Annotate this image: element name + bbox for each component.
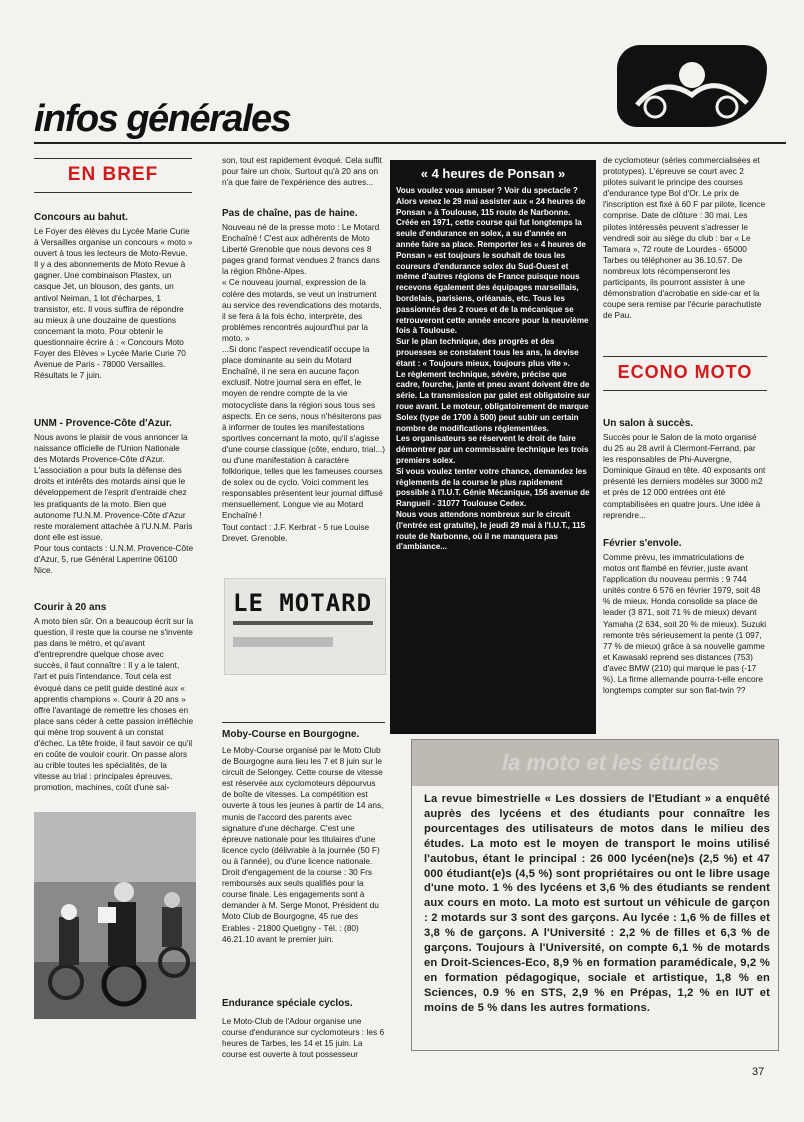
econo-title: ECONO MOTO: [617, 362, 753, 382]
chaine-body: [222, 222, 385, 544]
courir-body: A moto bien sûr. On a beaucoup écrit sur la question, il reste que la course ne s'invente pas dans le métro, et qu'avant d'entreprendre quelque chose avec succès, il faut connaître : Il y a le talent, l'art et puis l'intendance. Tout cela est évoqué dans ce petit guide destiné aux « apprentis champions ». Courir à 20 ans » offre l'avantage de remettre les choses en place sans céder à cette passion irréfléchie qui mène trop souvent à un constat d'échec. La tête froide, il faut savoir ce qu'il en coûte de vouloir courir. On passe alors au crible toutes les spécialités, de la vitesse au trial : principales épreuves, promotion, machines, coût d'une sai-: [34, 616, 194, 793]
en-bref-rule-top: [34, 158, 192, 159]
etudes-header: la moto et les études: [502, 750, 720, 775]
chaine-p2: « Ce nouveau journal, expression de la colère des motards, se veut un instrument au service des revendications des motards, il se fera à la fois écho, interprète, des problèmes rencontrés aujourd'hui par la moto. »: [222, 277, 382, 343]
title-underline: [34, 142, 786, 144]
etudes-body: La revue bimestrielle « Les dossiers de l'Etudiant » a enquêté auprès des lycéens et des étudiants pour connaître les pourcentages des utilisateurs de motos dans le milieu des études. La moto est le moyen de transport le moins utilisé l'autobus, étant le principal : 26 000 lycéen(ne)s (2,5 %) et 47 000 étudiant(e)s (4,5 %) sont propriétaires ou ont le libre usage d'une moto. 1 % des lycéens et 3,6 % des étudiants se rendent aux cours en moto. La moto est surtout un véhicule de garçon : 2 motards sur 3 sont des garçons. Au lycée : 1,6 % de filles et 3,8 % de garçons. A l'Université : 2,2 % de filles et 6,3 % de garçons. Toujours à l'Université, on compte 6,1 % de motards en Droit-Sciences-Eco, 8,9 % en formation paramédicale, 9,2 % en formation pédagogique, sociale et artistique, 1,8 % en Sciences, 0.9 % en STS, 2,9 % en Prépas, 1,2 % en IUT et moins de 5 % dans les autres formations.: [424, 793, 770, 1014]
en-bref-title: EN BREF: [67, 164, 159, 185]
courir-heading: Courir à 20 ans: [34, 602, 107, 613]
moby-body: Le Moby-Course organisé par le Moto Club de Bourgogne aura lieu les 7 et 8 juin sur le circuit de Selongey. Cette course de vitesse est réservée aux cyclomoteurs dépourvus de boîte de vitesses. La compétition est ouverte à tous les jeunes à partir de 14 ans, munis de l'accord des parents avec signature d'une décharge. C'est une épreuve nationale pour les titulaires d'une licence cyclo (délivrable à la journée (50 F) ou à l'année), ou d'une licence nationale. Droit d'engagement de la course : 30 Frs remboursés aux seuls qualifiés pour la course finale. Les engagements sont à demander à M. Serge Monot, Président du Moto Club de Bourgogne, 45 rue des Erables - 21800 Quetigny - Tél. : (80) 46.21.10 avant le premier juin.: [222, 745, 384, 944]
fevrier-body: Comme prévu, les immatriculations de motos ont flambé en février, juste avant l'application du nouveau permis : 9 744 unités contre 6 576 en février 1979, soit 48 % de mieux. Honda consolide sa place de leader (3 871, soit 71 % de mieux) devant Yamaha (2 634, soit 20 % de mieux). Suzuki remonte très sérieusement la pente (1 097, 77 % de mieux) grâce à sa nouvelle gamme et Kawasaki reprend ses distances (753) d'avec BMW (210) qui marque le pas (-17 %). La firme allemande pourra-t-elle encore longtemps compter sur son flat-twin ??: [603, 552, 767, 696]
unm-heading: UNM - Provence-Côte d'Azur.: [34, 418, 172, 429]
ponsan-p7: Nous vous attendons nombreux sur le circuit (l'entrée est gratuite), le jeudi 29 mai à l'I.U.T., 115 route de Narbonne, où il ne manquera pas d'ambiance...: [396, 509, 586, 552]
concours-heading: Concours au bahut.: [34, 212, 128, 223]
chaine-p3: ...Si donc l'aspect revendicatif occupe la place dominante au sein du Motard Enchaîné, il ne sera en aucune façon exclusif. Notre journal sera en effet, le moyen de rendre compte de la vie motocycliste dans la région sous tous ses aspects. En ce sens, nous n'hésiterons pas à informer de toutes les manifestations sportives concernant la moto, qu'il s'agisse d'une course classique (côte, enduro, trial...) ou d'une manifestation à caractère folklorique, telles que les fameuses courses de solex ou de cyclo. Voici comment les responsables présentent leur journal diffusé mensuellement. Longue vie au Motard Enchaîné !: [222, 344, 385, 521]
ponsan-p5: Les organisateurs se réservent le droit de faire démontrer par un commissaire technique les trois premiers solex.: [396, 434, 589, 465]
le-motard-logo-text: LE MOTARD: [233, 589, 373, 617]
etudes-box: [411, 739, 779, 1051]
page-title: infos générales: [34, 98, 291, 140]
rider-icon: [617, 45, 767, 127]
en-bref-rule-bottom: [34, 192, 192, 193]
concours-body: Le Foyer des élèves du Lycée Marie Curie à Versailles organise un concours « moto » ouvert à tous les lecteurs de Moto-Revue. Il y a des abonnements de Moto Revue à gagner. Une combinaison Plastex, un casque Jet, un blouson, des gants, un antivol Neiman, 1 lot d'écharpes, 1 transistor, etc. Il vous suffira de répondre au mieux à une douzaine de questions concernant la moto. Pour obtenir le questionnaire écrire à : « Concours Moto Foyer des Elèves » Lycée Marie Curie 70 Avenue de Paris - 78000 Versailles. Résultats le 7 juin.: [34, 226, 193, 381]
courir-continuation: son, tout est rapidement évoqué. Cela suffit pour faire un choix. Surtout qu'à 20 ans on n'a que faire de l'expérience des autres...: [222, 155, 382, 188]
econo-rule-top: [603, 356, 767, 357]
endurance-body: Le Moto-Club de l'Adour organise une course d'endurance sur cyclomoteurs : les 6 heures de Tarbes, les 14 et 15 juin. La course est ouverte à tout possesseur: [222, 1016, 385, 1060]
infos-logo-text: infos: [763, 63, 788, 116]
moby-rule: [222, 722, 385, 723]
moby-heading: Moby-Course en Bourgogne.: [222, 729, 360, 740]
ponsan-p4: Le règlement technique, sévère, précise que cadre, fourche, jante et pneu avant doivent être de série. La transmission par galet est obligatoire sur roue avant. Le moteur, obligatoirement de marque Solex (type de 1700 à 500) peut subir un certain nombre de modifications réglementées.: [396, 369, 590, 433]
fevrier-heading: Février s'envole.: [603, 538, 682, 549]
endurance-heading: Endurance spéciale cyclos.: [222, 998, 353, 1009]
ponsan-body: [396, 186, 590, 553]
unm-body: [34, 432, 194, 576]
infos-logo: [617, 45, 788, 127]
ponsan-title: « 4 heures de Ponsan »: [420, 166, 566, 181]
motocross-photo: [34, 812, 196, 1019]
ponsan-p3: Sur le plan technique, des progrès et des prouesses se constatent tous les ans, la devise étant : « Toujours mieux, toujours plus vite ».: [396, 337, 579, 368]
ponsan-box: [390, 160, 596, 734]
unm-contact: Pour tous contacts : U.N.M. Provence-Côte d'Azur, 5, rue Général Laperrine 06100 Nice.: [34, 542, 194, 576]
salon-body: Succès pour le Salon de la moto organisé du 25 au 28 avril à Clermont-Ferrand, par les responsables de Phi-Auvergne, Dominique Giraud en tête. 40 exposants ont présenté les derniers modèles sur 3000 m2 et près de 12 000 entrées ont été comptabilisées en quatre jours. Une idée à reprendre...: [603, 432, 766, 520]
ponsan-p1: Vous voulez vous amuser ? Voir du spectacle ? Alors venez le 29 mai assister aux « 24 heures de Ponsan » à Toulouse, 115 route de Narbonne.: [396, 186, 586, 217]
le-motard-logo: [224, 578, 386, 675]
page-number: 37: [752, 1066, 765, 1078]
unm-paragraph: Nous avons le plaisir de vous annoncer la naissance officielle de l'Union Nationale des Motards Provence-Côte d'Azur. L'association a pour buts la défense des droits et intérêts des motards ainsi que le développement de l'esprit d'entraide chez les pratiquants de la moto. Bien que autonome l'U.N.M. Provence-Côte d'Azur reste moralement attachée à l'U.N.M. Paris dont elle est issue.: [34, 432, 193, 542]
econo-rule-bottom: [603, 390, 767, 391]
chaine-p1: Nouveau né de la presse moto : Le Motard Enchaîné ! C'est aux adhérents de Moto Liberté Grenoble que nous devons ces 8 pages grand format vendues 2 francs dans la région Rhône-Alpes.: [222, 222, 380, 277]
chaine-heading: Pas de chaîne, pas de haine.: [222, 208, 358, 219]
etudes-header-band: [412, 740, 778, 786]
ponsan-p6: Si vous voulez tenter votre chance, demandez les règlements de la course le plus rapidement possible à l'I.U.T. Génie Mécanique, 156 avenue de Rangueil - 31077 Toulouse Cedex.: [396, 466, 590, 509]
salon-heading: Un salon à succès.: [603, 418, 694, 429]
ponsan-p2: Créée en 1971, cette course qui fut longtemps la seule d'endurance en solex, a su d'année en année faire sa place. Remporter les « 4 heures de Ponsan » est toujours le souhait de tous les coureurs d'endurance solex du Sud-Ouest et même d'autres régions de France puisque nous recevons également des équipages marseillais, bordelais, parisiens, orléanais, etc. Tous les passionnés des 2 roues et de la mécanique se retrouveront cette année encore pour la neuvième fois à Toulouse.: [396, 218, 589, 336]
endurance-continuation: de cyclomoteur (séries commercialisées et prototypes). L'épreuve se court avec 2 pilotes suivant le principe des courses d'endurance type Bol d'Or. Le prix de l'inscription est fixé à 60 F par pilote, licence comprise. Date de clôture : 30 mai. Les pilotes intéressés peuvent s'adresser le vendredi soir au siège du club : bar « Le Tamara », 72 route de Lourdes - 65000 Tarbes ou téléphoner au 36.10.57. De nombreux lots récompenseront les participants, ils pourront assister à une démonstration d'acrobatie en side-car et la coupe sera remise par l'écurie parachutiste de Pau.: [603, 155, 766, 321]
chaine-p4: Tout contact : J.F. Kerbrat - 5 rue Louise Drevet. Grenoble.: [222, 521, 370, 543]
